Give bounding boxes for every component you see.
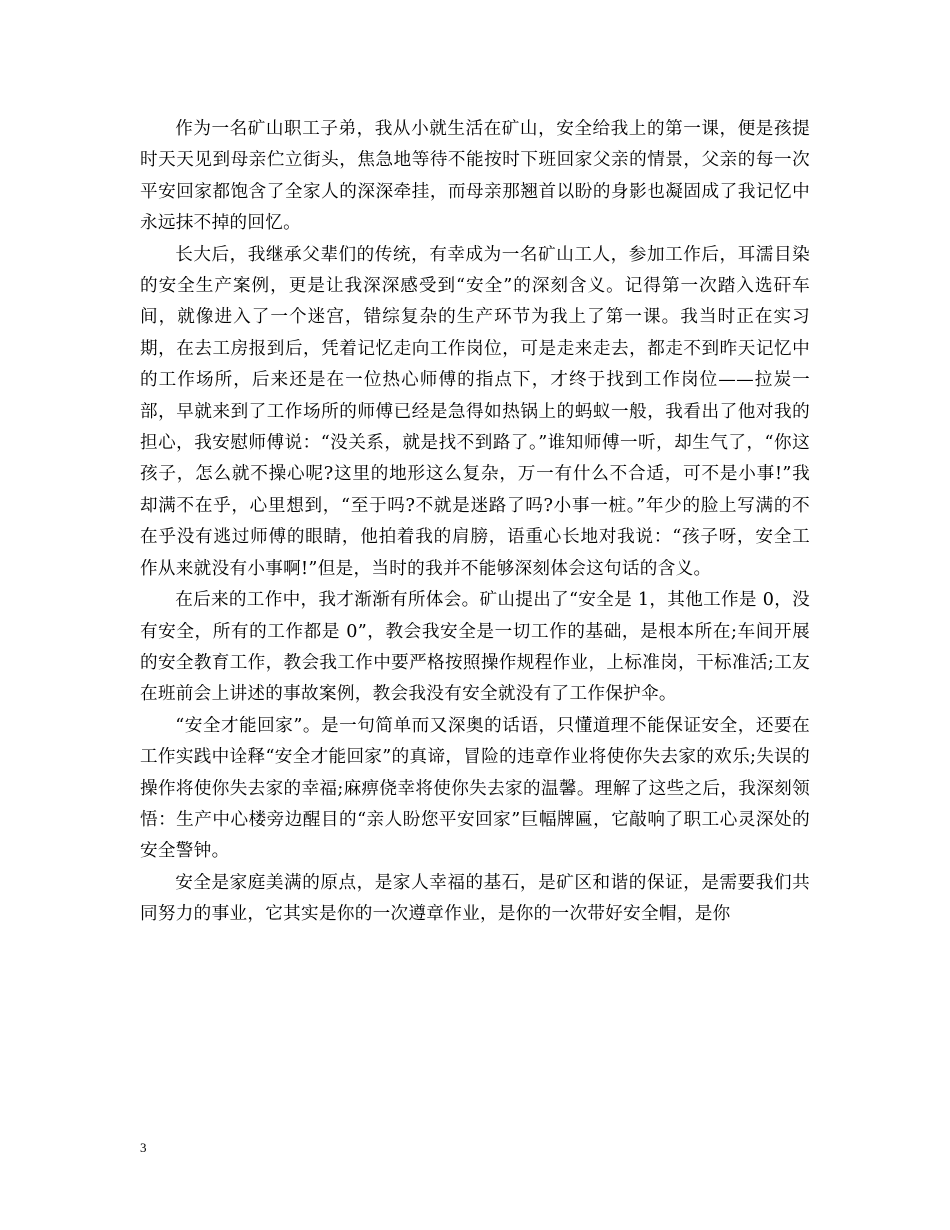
- paragraph-3: 在后来的工作中，我才渐渐有所体会。矿山提出了“安全是 1，其他工作是 0，没有安全，所有的工作都是 0”，教会我安全是一切工作的基础，是根本所在;车间开展的安全教育工作，教会我工作中要严格按照操作规程作业，上标准岗，干标准活;工友在班前会上讲述的事故案例，教会我没有安全就没有了工作保护伞。: [140, 590, 810, 705]
- paragraph-2: 长大后，我继承父辈们的传统，有幸成为一名矿山工人，参加工作后，耳濡目染的安全生产案例，更是让我深深感受到“安全”的深刻含义。记得第一次踏入选矸车间，就像进入了一个迷宫，错综复杂的生产环节为我上了第一课。我当时正在实习期，在去工房报到后，凭着记忆走向工作岗位，可是走来走去，都走不到昨天记忆中的工作场所，后来还是在一位热心师傅的指点下，才终于找到工作岗位——拉炭一部，早就来到了工作场所的师傅已经是急得如热锅上的蚂蚁一般，我看出了他对我的担心，我安慰师傅说：“没关系，就是找不到路了。”谁知师傅一听，却生气了，“你这孩子，怎么就不操心呢?这里的地形这么复杂，万一有什么不合适，可不是小事!”我却满不在乎，心里想到，“至于吗?不就是迷路了吗?小事一桩。”年少的脸上写满的不在乎没有逃过师傅的眼睛，他拍着我的肩膀，语重心长地对我说：“孩子呀，安全工作从来就没有小事啊!”但是，当时的我并不能够深刻体会这句话的含义。: [140, 244, 810, 579]
- body-text: [140, 114, 810, 931]
- paragraph-4: “安全才能回家”。是一句简单而又深奥的话语，只懂道理不能保证安全，还要在工作实践中诠释“安全才能回家”的真谛，冒险的违章作业将使你失去家的欢乐;失误的操作将使你失去家的幸福;麻痹侥幸将使你失去家的温馨。理解了这些之后，我深刻领悟：生产中心楼旁边醒目的“亲人盼您平安回家”巨幅牌匾，它敲响了职工心灵深处的安全警钟。: [140, 715, 810, 862]
- paragraph-5: 安全是家庭美满的原点，是家人幸福的基石，是矿区和谐的保证，是需要我们共同努力的事业，它其实是你的一次遵章作业，是你的一次带好安全帽，是你: [140, 872, 810, 925]
- paragraph-1: 作为一名矿山职工子弟，我从小就生活在矿山，安全给我上的第一课，便是孩提时天天见到母亲伫立街头，焦急地等待不能按时下班回家父亲的情景，父亲的每一次平安回家都饱含了全家人的深深牵挂，而母亲那翘首以盼的身影也凝固成了我记忆中永远抹不掉的回忆。: [140, 119, 810, 234]
- page-number: 3: [140, 1140, 147, 1155]
